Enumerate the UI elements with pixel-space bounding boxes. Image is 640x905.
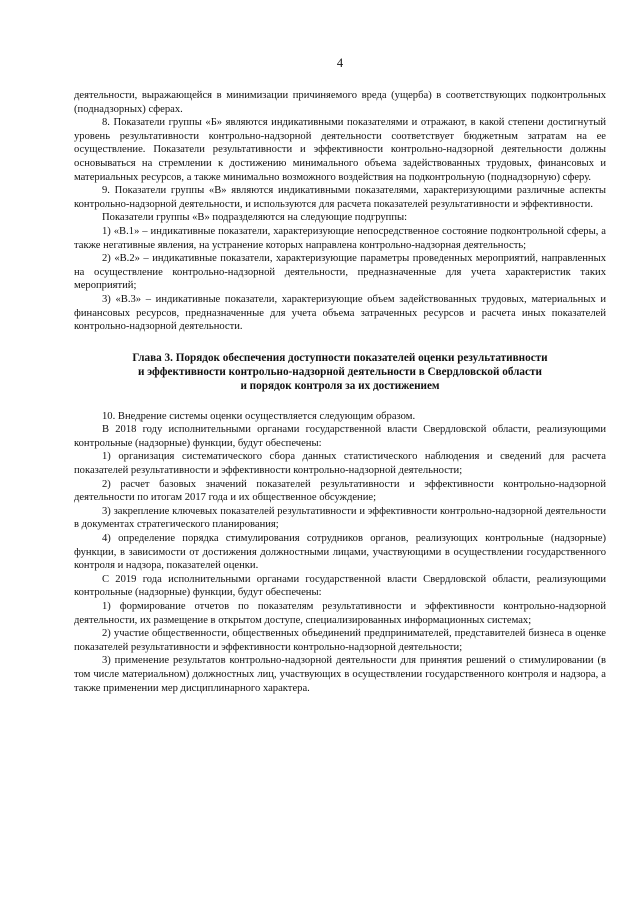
paragraph: 3) «В.3» – индикативные показатели, характеризующие объем задействованных трудовых, материальных и финансовых ресурсов, предназначенные для учета объема затраченных ресурсов и расчета иных показателей контрольно-надзорной деятельности.: [74, 293, 606, 333]
paragraph: В 2018 году исполнительными органами государственной власти Свердловской области, реализующими контрольные (надзорные) функции, будут обеспечены:: [74, 424, 606, 449]
paragraph: Показатели группы «В» подразделяются на следующие подгруппы:: [102, 212, 408, 224]
paragraph: 3) закрепление ключевых показателей результативности и эффективности контрольно-надзорной деятельности в документах стратегического планирования;: [74, 505, 606, 531]
paragraph: 1) организация систематического сбора данных статистического наблюдения и сведений для расчета показателей результативности и эффективности контрольно-надзорной деятельности;: [74, 451, 606, 477]
page-number: 4: [336, 56, 344, 70]
paragraph: 10. Внедрение системы оценки осуществляется следующим образом.: [102, 410, 416, 422]
paragraph: 3) применение результатов контрольно-надзорной деятельности для принятия решений о стимулировании (в том числе материальном) должностных лиц, участвующих в осуществлении государственного контроля и надзора, а также применении мер дисциплинарного характера.: [74, 655, 606, 694]
section-bottom: [74, 410, 606, 695]
paragraph: деятельности, выражающейся в минимизации причиняемого вреда (ущерба) в соответствующих подконтрольных (поднадзорных) сферах.: [74, 90, 606, 115]
paragraph: 1) формирование отчетов по показателям результативности и эффективности контрольно-надзорной деятельности, их размещение в открытом доступе, специализированных информационных системах;: [74, 601, 606, 626]
paragraph: 1) «В.1» – индикативные показатели, характеризующие непосредственное состояние подконтрольной сферы, а также негативные явления, на устранение которых направлена контрольно-надзорная деятельность;: [74, 225, 606, 251]
paragraph: 9. Показатели группы «В» являются индикативными показателями, характеризующими различные аспекты контрольно-надзорной деятельности, и используются для расчета показателей результативности и эффективности.: [74, 185, 606, 210]
chapter-heading: [74, 351, 606, 393]
paragraph: 2) расчет базовых значений показателей результативности и эффективности контрольно-надзорной деятельности по итогам 2017 года и их общественное обсуждение;: [74, 478, 606, 504]
section-top: [74, 89, 606, 334]
paragraph: 8. Показатели группы «Б» являются индикативными показателями и отражают, в какой степени достигнутый уровень результативности контрольно-надзорной деятельности соответствует бюджетным затратам на ее осуществление. Показатели результативности и эффективности контрольно-надзорной деятельности должны основываться на стремлении к достижению минимального объема задействованных трудовых, финансовых и материальных ресурсов, а также минимально возможного воздействия на подконтрольную (поднадзорную) сферу.: [74, 117, 606, 183]
heading-line: и порядок контроля за их достижением: [240, 379, 440, 392]
paragraph: 2) «В.2» – индикативные показатели, характеризующие параметры проведенных мероприятий, направленных на осуществление контрольно-надзорной деятельности, предназначенные для учета характеристик таких мероприятий;: [74, 253, 606, 292]
paragraph: 2) участие общественности, общественных объединений предпринимателей, представителей бизнеса в оценке показателей результативности и эффективности контрольно-надзорной деятельности;: [74, 628, 606, 653]
paragraph: 4) определение порядка стимулирования сотрудников органов, реализующих контрольные (надзорные) функции, в зависимости от достижения должностными лицами, участвующими в осуществлении государственного контроля и надзора, показателей оценки.: [74, 533, 606, 572]
heading-line: Глава 3. Порядок обеспечения доступности показателей оценки результативности: [132, 351, 548, 364]
paragraph: С 2019 года исполнительными органами государственной власти Свердловской области, реализующими контрольные (надзорные) функции, будут обеспечены:: [74, 573, 606, 599]
heading-line: и эффективности контрольно-надзорной деятельности в Свердловской области: [138, 365, 542, 378]
